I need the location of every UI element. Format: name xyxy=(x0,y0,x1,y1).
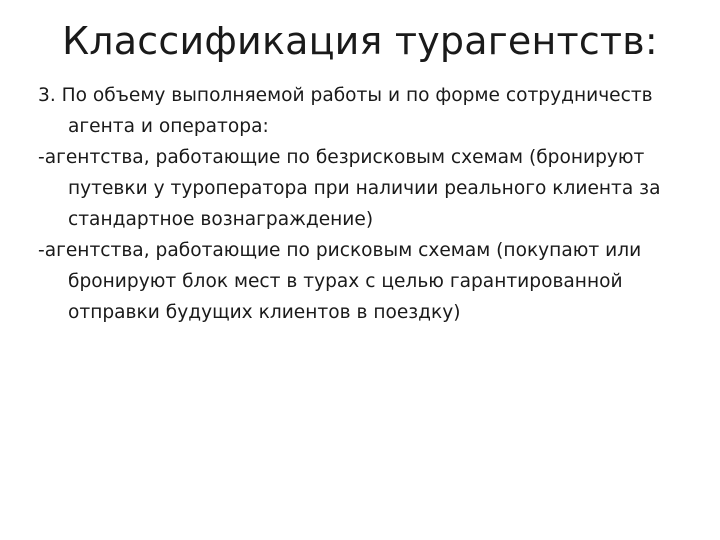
slide-body xyxy=(38,80,698,328)
slide-title: Классификация турагентств: xyxy=(62,19,658,63)
paragraph-riskless-agencies: -агентства, работающие по безрисковым схемам (бронируют путевки у туроператора при наличии реального клиента за стандартное вознаграждение) xyxy=(38,147,661,230)
paragraph-criterion: 3. По объему выполняемой работы и по форме сотрудничеств агента и оператора: xyxy=(38,85,653,137)
paragraph-risky-agencies: -агентства, работающие по рисковым схемам (покупают или бронируют блок мест в турах с целью гарантированной отправки будущих клиентов в поездку) xyxy=(38,240,642,323)
